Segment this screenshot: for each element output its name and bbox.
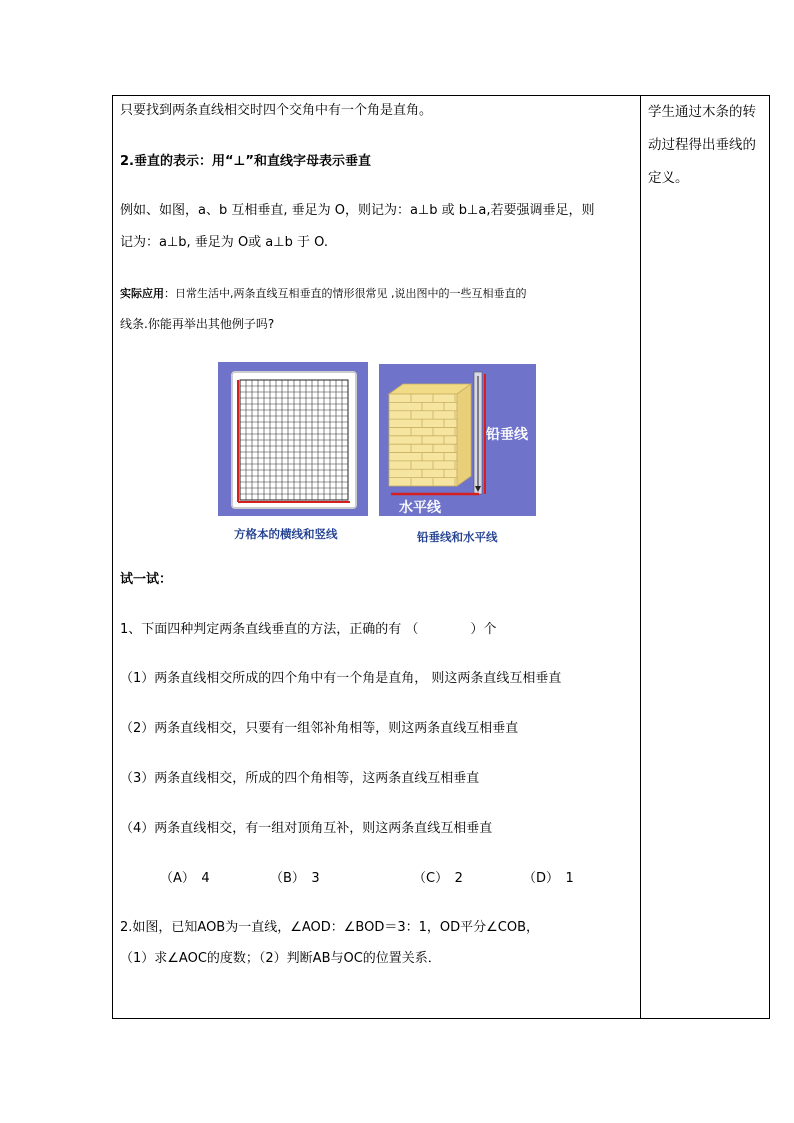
left-figure-caption: 方格本的横线和竖线 [234,527,338,541]
question-1-option-1: （1）两条直线相交所成的四个角中有一个角是直角， 则这两条直线互相垂直 [120,671,562,686]
question-2-line-1: 2.如图，已知AOB为一直线，∠AOD：∠BOD＝3：1，OD平分∠COB， [120,920,540,935]
choice-d: （D） 1 [523,871,574,886]
column-divider [640,96,641,1018]
intro-line: 只要找到两条直线相交时四个交角中有一个角是直角。 [120,103,433,118]
choice-a: （A） 4 [160,871,210,886]
example-line-2: 记为：a⊥b, 垂足为 O或 a⊥b 于 O. [120,235,328,250]
try-heading: 试一试： [120,572,173,587]
side-note: 学生通过木条的转动过程得出垂线的定义。 [648,104,756,186]
question-1: 1、下面四种判定两条直线垂直的方法，正确的有 （ ）个 [120,622,497,637]
application-label: 实际应用 [120,287,164,300]
example-line-1: 例如、如图，a、b 互相垂直, 垂足为 O，则记为：a⊥b 或 b⊥a,若要强调垂足，则 [120,203,595,218]
horizontal-label: 水平线 [399,500,441,516]
question-1-option-4: （4）两条直线相交，有一组对顶角互补，则这两条直线互相垂直 [120,821,493,836]
plumb-line-figure [379,364,536,516]
question-2-line-2: （1）求∠AOC的度数；（2）判断AB与OC的位置关系． [120,951,441,966]
section-heading-notation: 2.垂直的表示：用“⊥”和直线字母表示垂直 [120,154,371,169]
right-figure-caption: 铅垂线和水平线 [417,530,498,544]
application-line-1 [120,286,527,302]
question-1-option-2: （2）两条直线相交，只要有一组邻补角相等，则这两条直线互相垂直 [120,721,519,736]
choice-b: （B） 3 [270,871,320,886]
application-text: ：日常生活中,两条直线互相垂直的情形很常见 ,说出图中的一些互相垂直的 [164,287,527,300]
plumb-label: 铅垂线 [486,427,528,443]
application-line-2: 线条.你能再举出其他例子吗? [120,317,275,331]
choice-c: （C） 2 [413,871,463,886]
grid-notebook-figure [218,362,368,516]
question-1-option-3: （3）两条直线相交，所成的四个角相等，这两条直线互相垂直 [120,771,480,786]
